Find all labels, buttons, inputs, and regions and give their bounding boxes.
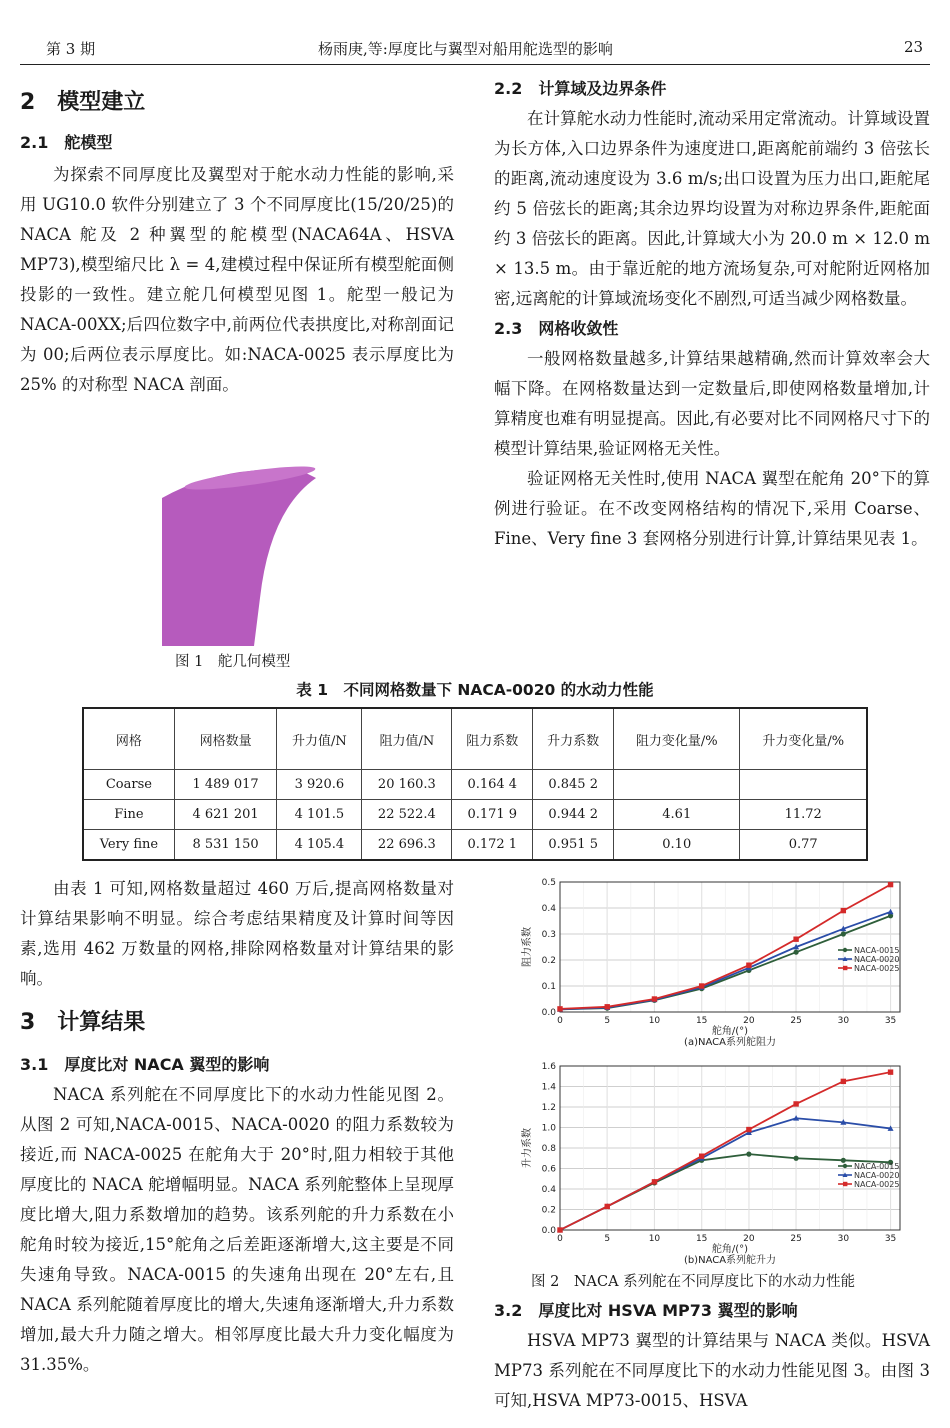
paragraph-grid-conclusion: 由表 1 可知,网格数量超过 460 万后,提高网格数量对计算结果影响不明显。综合考虑结果精度及计算时间等因素,选用 462 万数量的网格,排除网格数量对计算结果的影响。	[20, 879, 454, 988]
data-point	[841, 1158, 846, 1163]
y-tick-label: 0.4	[541, 1185, 556, 1195]
y-tick-label: 0.2	[541, 1205, 556, 1216]
data-point	[746, 1127, 751, 1132]
left-column-top	[20, 88, 454, 400]
section-2-3-heading: 2.3 网格收敛性	[494, 319, 619, 338]
x-axis-label: 舵角/(°)	[711, 1244, 749, 1255]
y-tick-label: 1.0	[541, 1123, 556, 1134]
x-tick-label: 30	[837, 1234, 850, 1244]
x-tick-label: 30	[837, 1016, 850, 1026]
legend-label: NACA-0015	[854, 1162, 900, 1171]
y-tick-label: 1.4	[541, 1082, 556, 1093]
issue-number: 第 3 期	[46, 40, 96, 58]
x-tick-label: 5	[604, 1016, 611, 1026]
table-cell: 22 522.4	[362, 800, 452, 830]
data-point	[794, 950, 799, 955]
section-2-1-heading: 2.1 舵模型	[20, 133, 113, 152]
y-axis-label: 阻力系数	[522, 927, 533, 967]
table-cell: 0.77	[740, 830, 867, 861]
table-cell: Coarse	[83, 770, 174, 800]
y-tick-label: 1.2	[541, 1103, 556, 1113]
table-row	[83, 800, 867, 830]
paragraph-grid-2: 验证网格无关性时,使用 NACA 翼型在舵角 20°下的算例进行验证。在不改变网格结构的情况下,采用 Coarse、Fine、Very fine 3 套网格分别进行计算,计算结果见表 1。	[494, 469, 930, 548]
header-rule	[20, 64, 930, 65]
page-number: 23	[904, 38, 924, 56]
data-point	[888, 1069, 893, 1074]
table-header-cell: 网格	[83, 708, 174, 770]
table-header-cell: 阻力值/N	[362, 708, 452, 770]
data-point	[888, 882, 893, 887]
table-cell: 22 696.3	[362, 830, 452, 861]
left-column-bottom	[20, 874, 454, 1380]
section-3-heading: 3 计算结果	[20, 1010, 146, 1035]
legend-label: NACA-0025	[854, 1180, 900, 1189]
table-cell: 8 531 150	[174, 830, 277, 861]
legend-label: NACA-0020	[854, 1171, 900, 1180]
x-tick-label: 5	[604, 1234, 611, 1244]
lift-chart	[508, 1062, 928, 1274]
table-cell: 11.72	[740, 800, 867, 830]
data-point	[841, 1079, 846, 1084]
data-point	[652, 996, 657, 1001]
table-cell: 4 101.5	[277, 800, 362, 830]
x-tick-label: 0	[557, 1016, 563, 1026]
x-tick-label: 15	[695, 1016, 708, 1026]
figure-2-caption: 图 2 NACA 系列舵在不同厚度比下的水动力性能	[531, 1274, 856, 1290]
data-point	[794, 1156, 799, 1161]
data-point	[699, 983, 704, 988]
table-cell: Fine	[83, 800, 174, 830]
drag-chart	[508, 874, 928, 1064]
paragraph-domain: 在计算舵水动力性能时,流动采用定常流动。计算域设置为长方体,入口边界条件为速度进口,距离舵前端约 3 倍弦长的距离,流动速度设为 3.6 m/s;出口设置为压力出口,距舵尾约 5 倍弦长的距离;其余边界均设置为对称边界条件,距舵面约 3 倍弦长的距离。因此,计算域大小为 20.0 m × 12.0 m × 13.5 m。由于靠近舵的地方流场复杂,可对舵附近网格加密,远离舵的计算域流场变化不剧烈,可适当减少网格数量。	[494, 109, 930, 308]
y-axis-label: 升力系数	[522, 1128, 533, 1168]
chart-title: (b)NACA系列舵升力	[683, 1255, 777, 1266]
x-tick-label: 15	[695, 1234, 708, 1244]
chart-title: (a)NACA系列舵阻力	[684, 1037, 776, 1048]
table-cell: 4 105.4	[277, 830, 362, 861]
y-tick-label: 1.6	[541, 1062, 556, 1072]
table-cell: Very fine	[83, 830, 174, 861]
table-header-row	[83, 708, 867, 770]
legend-label: NACA-0025	[854, 964, 900, 973]
data-point	[557, 1006, 562, 1011]
right-column-bottom	[494, 1296, 930, 1416]
rudder-body	[162, 469, 316, 646]
data-point	[793, 1101, 798, 1106]
table-cell: 0.951 5	[533, 830, 614, 861]
data-point	[699, 1154, 704, 1159]
y-tick-label: 0.2	[541, 956, 556, 966]
legend-marker	[843, 948, 847, 952]
x-tick-label: 10	[648, 1016, 661, 1026]
table-cell: 0.944 2	[533, 800, 614, 830]
x-tick-label: 0	[557, 1234, 563, 1244]
y-tick-label: 0.0	[541, 1226, 556, 1236]
x-tick-label: 35	[884, 1234, 897, 1244]
data-point	[557, 1227, 562, 1232]
legend-marker	[843, 1182, 847, 1186]
legend-marker	[843, 1164, 847, 1168]
data-point	[746, 1152, 751, 1157]
y-tick-label: 0.3	[541, 930, 556, 940]
x-tick-label: 35	[884, 1016, 897, 1026]
table-header-cell: 升力值/N	[277, 708, 362, 770]
section-3-1-heading: 3.1 厚度比对 NACA 翼型的影响	[20, 1055, 270, 1074]
mesh-table	[82, 707, 868, 861]
x-axis-label: 舵角/(°)	[711, 1026, 749, 1037]
data-point	[841, 931, 846, 936]
legend-label: NACA-0015	[854, 946, 900, 955]
y-tick-label: 0.5	[541, 878, 556, 888]
x-tick-label: 10	[648, 1234, 661, 1244]
table-cell: 0.172 1	[452, 830, 533, 861]
y-tick-label: 0.0	[541, 1008, 556, 1018]
data-point	[652, 1179, 657, 1184]
table-cell: 4.61	[614, 800, 740, 830]
legend-marker	[843, 966, 847, 970]
table-header-cell: 阻力系数	[452, 708, 533, 770]
section-3-2-heading: 3.2 厚度比对 HSVA MP73 翼型的影响	[494, 1301, 798, 1320]
x-tick-label: 20	[743, 1016, 755, 1026]
table-cell	[740, 770, 867, 800]
table-header-cell: 升力变化量/%	[740, 708, 867, 770]
paragraph-rudder-model: 为探索不同厚度比及翼型对于舵水动力性能的影响,采用 UG10.0 软件分别建立了 3 个不同厚度比(15/20/25)的 NACA 舵及 2 种翼型的舵模型(NACA64A、HSVA MP73),模型缩尺比 λ = 4,建模过程中保证所有模型舵面侧投影的一致性。建立舵几何模型见图 1。舵型一般记为 NACA-00XX;后四位数字中,前两位代表拱度比,对称剖面记为 00;后两位表示厚度比。如:NACA-0025 表示厚度比为 25% 的对称型 NACA 剖面。	[20, 165, 454, 394]
section-2-2-heading: 2.2 计算域及边界条件	[494, 79, 667, 98]
right-column-top	[494, 74, 930, 554]
table-cell: 1 489 017	[174, 770, 277, 800]
y-tick-label: 0.6	[541, 1164, 556, 1175]
table-cell: 0.845 2	[533, 770, 614, 800]
rudder-geometry-figure	[150, 440, 350, 650]
table-row	[83, 830, 867, 861]
table-cell: 0.171 9	[452, 800, 533, 830]
data-point	[841, 908, 846, 913]
data-point	[888, 909, 894, 915]
table-1-caption: 表 1 不同网格数量下 NACA-0020 的水动力性能	[296, 681, 654, 699]
paragraph-hsva: HSVA MP73 翼型的计算结果与 NACA 类似。HSVA MP73 系列舵在不同厚度比下的水动力性能见图 3。由图 3 可知,HSVA MP73-0015、HSVA	[494, 1331, 930, 1410]
y-tick-label: 0.8	[541, 1144, 556, 1154]
y-tick-label: 0.4	[541, 904, 556, 914]
table-header-cell: 升力系数	[533, 708, 614, 770]
table-cell	[614, 770, 740, 800]
table-header-cell: 阻力变化量/%	[614, 708, 740, 770]
paragraph-grid-1: 一般网格数量越多,计算结果越精确,然而计算效率会大幅下降。在网格数量达到一定数量后,即使网格数量增加,计算精度也难有明显提高。因此,有必要对比不同网格尺寸下的模型计算结果,验证网格无关性。	[494, 349, 930, 458]
x-tick-label: 25	[790, 1234, 802, 1244]
data-point	[605, 1004, 610, 1009]
table-cell: 3 920.6	[277, 770, 362, 800]
data-point	[793, 937, 798, 942]
data-point	[746, 963, 751, 968]
table-row	[83, 770, 867, 800]
table-header-cell: 网格数量	[174, 708, 277, 770]
table-cell: 0.164 4	[452, 770, 533, 800]
x-tick-label: 25	[790, 1016, 802, 1026]
y-tick-label: 0.1	[541, 982, 556, 992]
x-tick-label: 20	[743, 1234, 755, 1244]
data-point	[605, 1204, 610, 1209]
running-title: 杨雨庚,等:厚度比与翼型对船用舵选型的影响	[318, 40, 613, 58]
figure-1-caption: 图 1 舵几何模型	[175, 654, 291, 670]
table-cell: 20 160.3	[362, 770, 452, 800]
legend-label: NACA-0020	[854, 955, 900, 964]
table-cell: 0.10	[614, 830, 740, 861]
section-2-heading: 2 模型建立	[20, 90, 146, 115]
plot-frame	[560, 882, 900, 1012]
paragraph-naca-results: NACA 系列舵在不同厚度比下的水动力性能见图 2。从图 2 可知,NACA-0015、NACA-0020 的阻力系数较为接近,而 NACA-0025 在舵角大于 20°时,阻力相较于其他厚度比的 NACA 舵增幅明显。NACA 系列舵整体上呈现厚度比增大,阻力系数增加的趋势。该系列舵的升力系数在小舵角时较为接近,15°舵角之后差距逐渐增大,这主要是不同失速角导致。NACA-0015 的失速角出现在 20°左右,且 NACA 系列舵随着厚度比的增大,失速角逐渐增大,升力系数增加,最大升力随之增大。相邻厚度比最大升力变化幅度为 31.35%。	[20, 1085, 454, 1374]
table-cell: 4 621 201	[174, 800, 277, 830]
